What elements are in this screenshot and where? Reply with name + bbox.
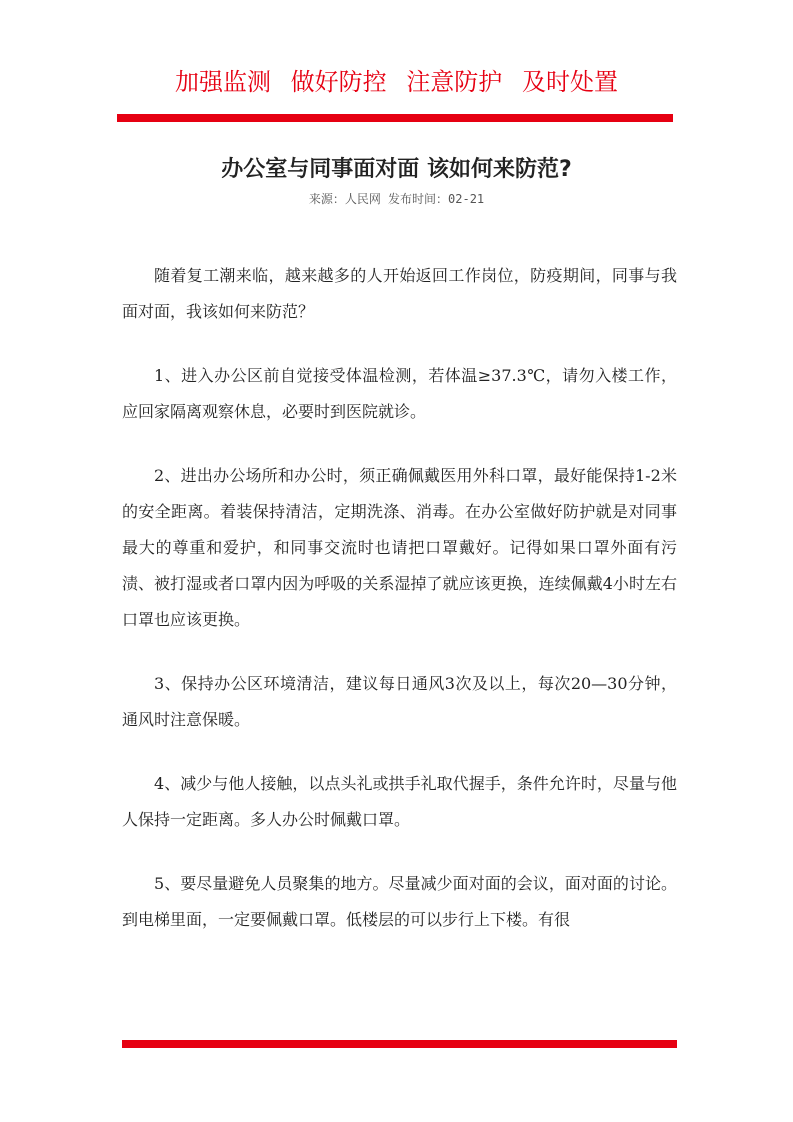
banner-phrase: 及时处置 [521, 68, 618, 96]
paragraph-item-5: 5、要尽量避免人员聚集的地方。尽量减少面对面的会议，面对面的讨论。到电梯里面，一定要佩戴口罩。低楼层的可以步行上下楼。有很 [122, 874, 677, 929]
paragraph-intro: 随着复工潮来临，越来越多的人开始返回工作岗位，防疫期间，同事与我面对面，我该如何来防范？ [122, 266, 677, 321]
banner-phrase: 注意防护 [406, 68, 503, 96]
banner-slogan [0, 62, 793, 97]
banner-phrase: 加强监测 [175, 68, 272, 96]
article-meta: 来源：人民网 发布时间：02-21 [308, 192, 485, 206]
article-title: 办公室与同事面对面 该如何来防范? [221, 157, 572, 182]
paragraph-item-4: 4、减少与他人接触，以点头礼或拱手礼取代握手，条件允许时，尽量与他人保持一定距离。多人办公时佩戴口罩。 [122, 774, 677, 829]
bottom-divider [122, 1040, 677, 1048]
paragraph-item-1: 1、进入办公区前自觉接受体温检测，若体温≥37.3℃，请勿入楼工作，应回家隔离观察休息，必要时到医院就诊。 [122, 366, 677, 421]
banner-phrase: 做好防控 [290, 68, 387, 96]
paragraph-item-2: 2、进出办公场所和办公时，须正确佩戴医用外科口罩，最好能保持1-2米的安全距离。着装保持清洁，定期洗涤、消毒。在办公室做好防护就是对同事最大的尊重和爱护，和同事交流时也请把口罩戴好。记得如果口罩外面有污渍、被打湿或者口罩内因为呼吸的关系湿掉了就应该更换，连续佩戴4小时左右口罩也应该更换。 [122, 466, 677, 629]
article-body [122, 258, 677, 1000]
top-divider [117, 114, 673, 122]
paragraph-item-3: 3、保持办公区环境清洁，建议每日通风3次及以上，每次20—30分钟，通风时注意保暖。 [122, 674, 677, 729]
